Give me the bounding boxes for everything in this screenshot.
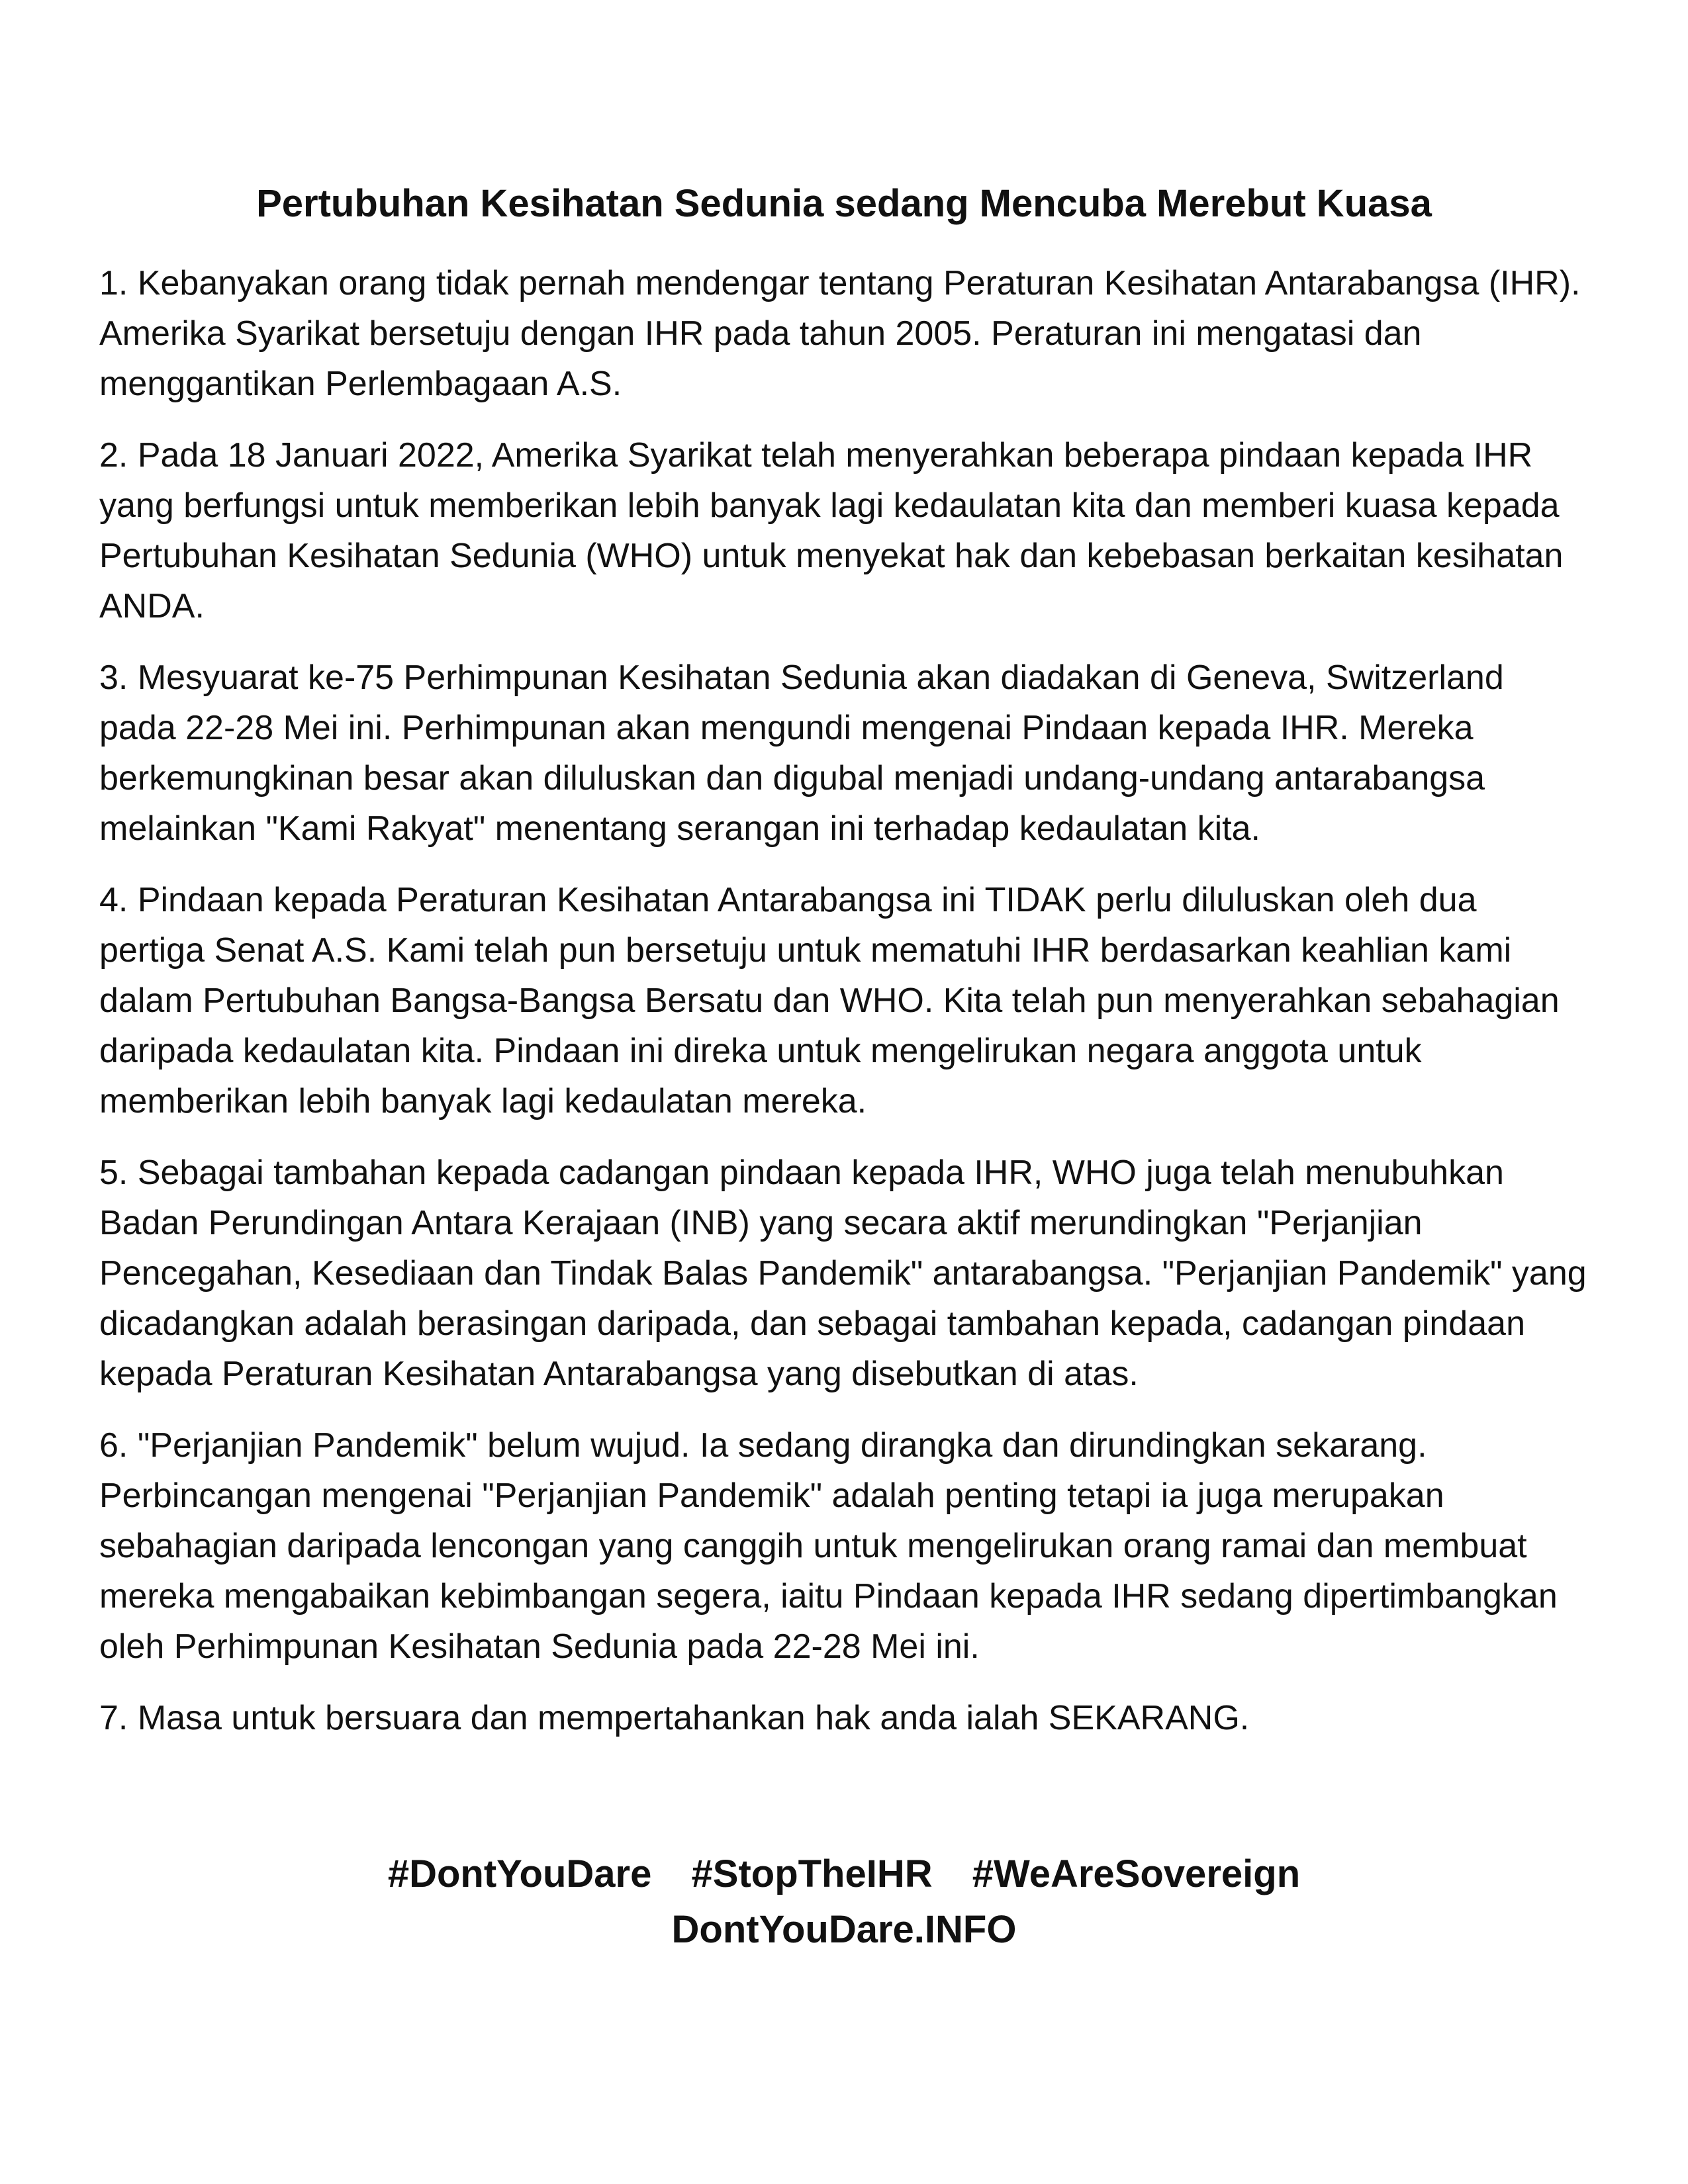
paragraph-5: 5. Sebagai tambahan kepada cadangan pindaan kepada IHR, WHO juga telah menubuhkan Badan Perundingan Antara Kerajaan (INB) yang secara aktif merundingkan "Perjanjian Pencegahan, Kesediaan dan Tindak Balas Pandemik" antarabangsa. "Perjanjian Pandemik" yang dicadangkan adalah berasingan daripada, dan sebagai tambahan kepada, cadangan pindaan kepada Peraturan Kesihatan Antarabangsa yang disebutkan di atas. [99, 1154, 1587, 1393]
paragraph-6: 6. "Perjanjian Pandemik" belum wujud. Ia sedang dirangka dan dirundingkan sekarang. Perbincangan mengenai "Perjanjian Pandemik" adalah penting tetapi ia juga merupakan sebahagian daripada lencongan yang canggih untuk mengelirukan orang ramai dan membuat mereka mengabaikan kebimbangan segera, iaitu Pindaan kepada IHR sedang dipertimbangkan oleh Perhimpunan Kesihatan Sedunia pada 22-28 Mei ini. [99, 1426, 1558, 1666]
hashtag-dontyoudare: #DontYouDare [387, 1852, 652, 1895]
website-label: DontYouDare.INFO [671, 1908, 1017, 1951]
paragraph-2: 2. Pada 18 Januari 2022, Amerika Syarikat telah menyerahkan beberapa pindaan kepada IHR yang berfungsi untuk memberikan lebih banyak lagi kedaulatan kita dan memberi kuasa kepada Pertubuhan Kesihatan Sedunia (WHO) untuk menyekat hak dan kebebasan berkaitan kesihatan ANDA. [99, 436, 1564, 625]
hashtag-row [165, 1846, 1523, 1902]
paragraph-3: 3. Mesyuarat ke-75 Perhimpunan Kesihatan Sedunia akan diadakan di Geneva, Switzerland pada 22-28 Mei ini. Perhimpunan akan mengundi mengenai Pindaan kepada IHR. Mereka berkemungkinan besar akan diluluskan dan digubal menjadi undang-undang antarabangsa melainkan "Kami Rakyat" menentang serangan ini terhadap kedaulatan kita. [99, 659, 1504, 848]
footer [165, 1846, 1523, 1958]
page-title: Pertubuhan Kesihatan Sedunia sedang Mencuba Merebut Kuasa [256, 182, 1432, 225]
hashtag-stoptheihr: #StopTheIHR [691, 1852, 933, 1895]
paragraph-4: 4. Pindaan kepada Peraturan Kesihatan Antarabangsa ini TIDAK perlu diluluskan oleh dua pertiga Senat A.S. Kami telah pun bersetuju untuk mematuhi IHR berdasarkan keahlian kami dalam Pertubuhan Bangsa-Bangsa Bersatu dan WHO. Kita telah pun menyerahkan sebahagian daripada kedaulatan kita. Pindaan ini direka untuk mengelirukan negara anggota untuk memberikan lebih banyak lagi kedaulatan mereka. [99, 881, 1560, 1120]
document-body [99, 258, 1589, 1764]
paragraph-7: 7. Masa untuk bersuara dan mempertahankan hak anda ialah SEKARANG. [99, 1699, 1250, 1737]
hashtag-wearesovereign: #WeAreSovereign [972, 1852, 1301, 1895]
paragraph-1: 1. Kebanyakan orang tidak pernah mendengar tentang Peraturan Kesihatan Antarabangsa (IHR). Amerika Syarikat bersetuju dengan IHR pada tahun 2005. Peraturan ini mengatasi dan menggantikan Perlembagaan A.S. [99, 264, 1581, 403]
